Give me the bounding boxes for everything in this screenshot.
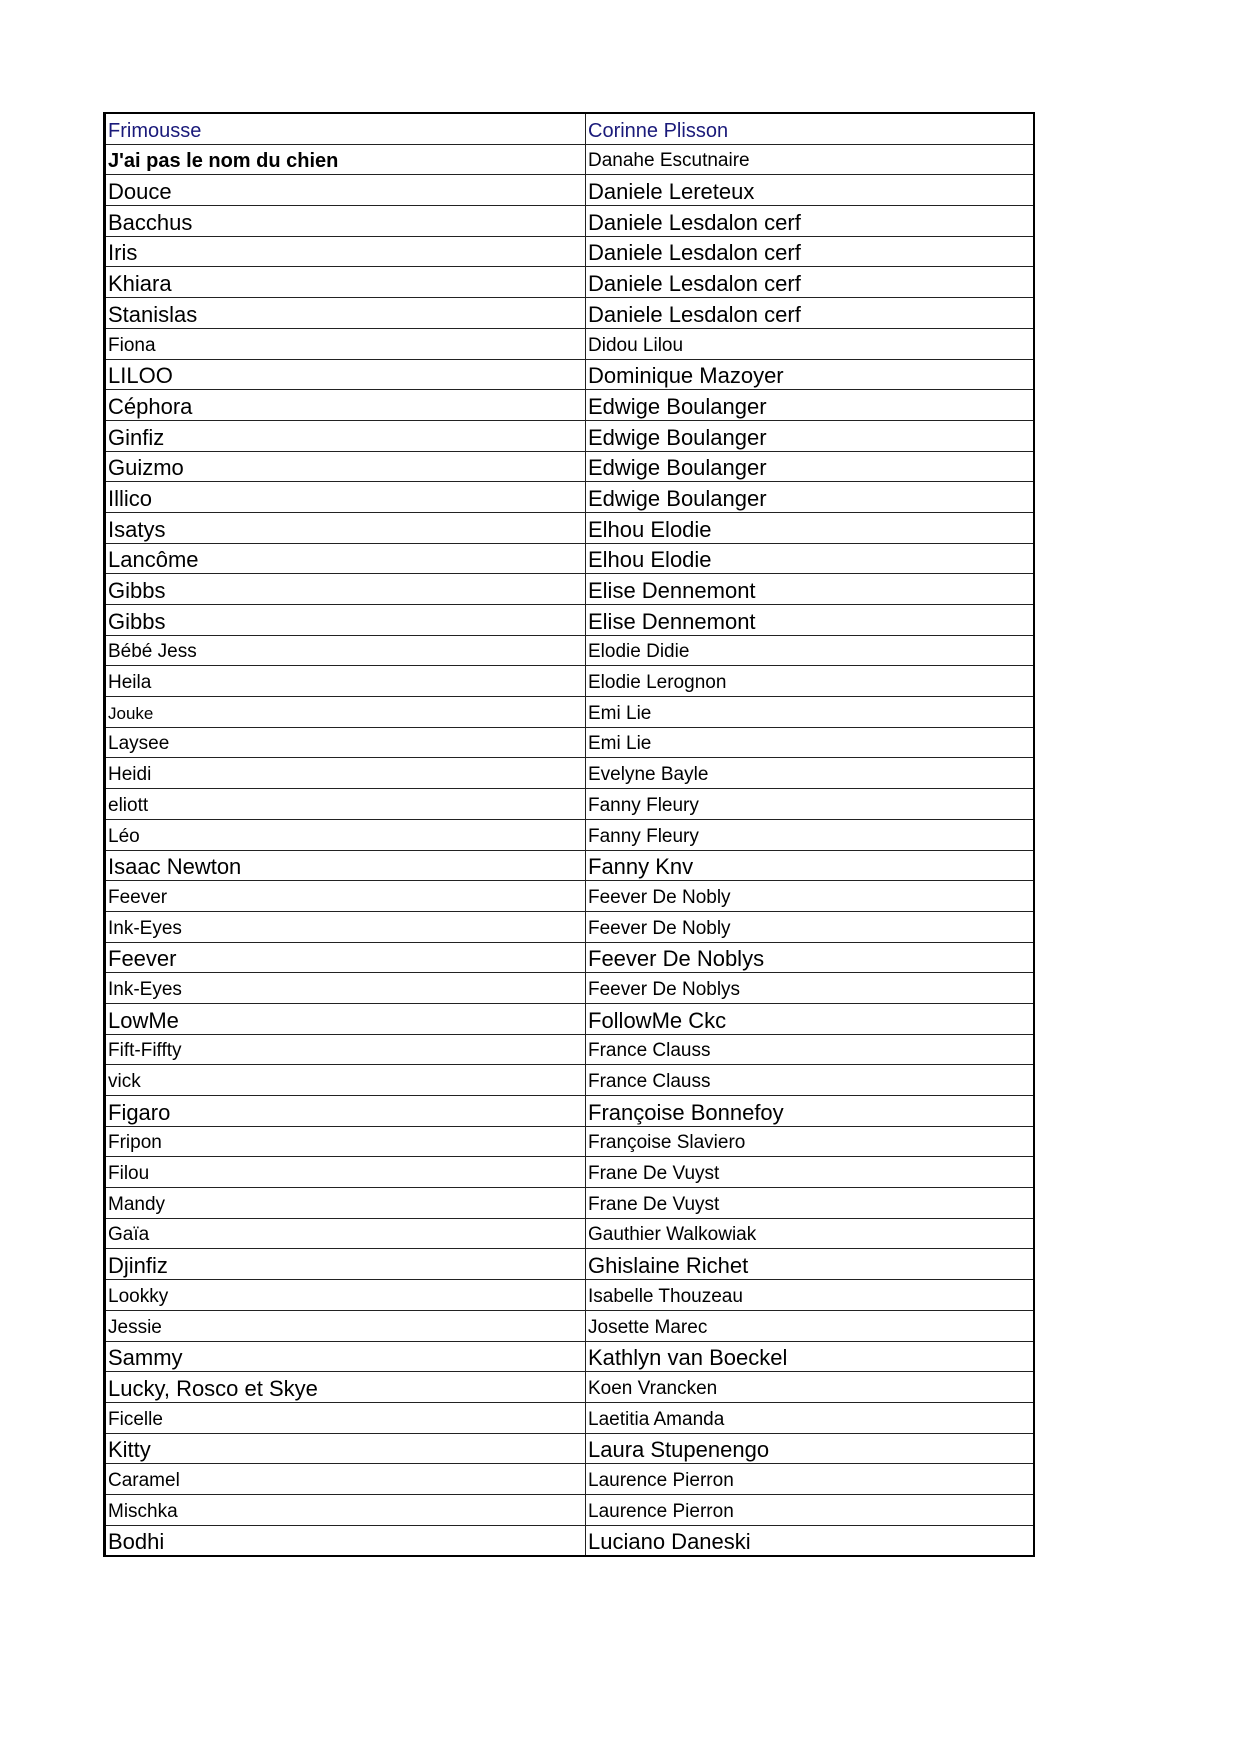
table-row <box>105 543 1035 574</box>
owner-name-cell: Daniele Lesdalon cerf <box>586 267 1035 298</box>
dog-name-cell: Ficelle <box>105 1402 586 1433</box>
dog-name-cell: Feever <box>105 881 586 912</box>
dog-name-cell: Mischka <box>105 1494 586 1525</box>
owner-name-cell: France Clauss <box>586 1065 1035 1096</box>
dog-name-cell: Léo <box>105 819 586 850</box>
table-row <box>105 819 1035 850</box>
dog-name-cell: Kitty <box>105 1433 586 1464</box>
dog-name-cell: Ink-Eyes <box>105 973 586 1004</box>
owner-name-cell: Elise Dennemont <box>586 574 1035 605</box>
dog-name-cell: Jouke <box>105 697 586 728</box>
owner-name-cell: Edwige Boulanger <box>586 451 1035 482</box>
owner-name-cell: Evelyne Bayle <box>586 758 1035 789</box>
table-row <box>105 1341 1035 1372</box>
table-row <box>105 482 1035 513</box>
table-row <box>105 1310 1035 1341</box>
owner-name-cell: Kathlyn van Boeckel <box>586 1341 1035 1372</box>
table-row <box>105 1034 1035 1065</box>
dog-name-cell: Gibbs <box>105 605 586 636</box>
owner-name-cell: Danahe Escutnaire <box>586 144 1035 175</box>
owner-name-cell: Frane De Vuyst <box>586 1188 1035 1219</box>
owner-name-cell: Daniele Lesdalon cerf <box>586 236 1035 267</box>
table-row <box>105 605 1035 636</box>
owner-name-cell: Laurence Pierron <box>586 1464 1035 1495</box>
dog-name-cell: Isatys <box>105 512 586 543</box>
table-row <box>105 697 1035 728</box>
owner-name-cell: Fanny Fleury <box>586 789 1035 820</box>
owner-name-cell: Daniele Lesdalon cerf <box>586 298 1035 329</box>
owner-name-cell: Elhou Elodie <box>586 512 1035 543</box>
table-row <box>105 574 1035 605</box>
table-row <box>105 359 1035 390</box>
table-row <box>105 512 1035 543</box>
table-row <box>105 390 1035 421</box>
table-row <box>105 1372 1035 1403</box>
owner-name-cell: FollowMe Ckc <box>586 1003 1035 1034</box>
dog-name-cell: LowMe <box>105 1003 586 1034</box>
table-row <box>105 1065 1035 1096</box>
owner-name-cell: Edwige Boulanger <box>586 390 1035 421</box>
table-row <box>105 1464 1035 1495</box>
dog-name-cell: vick <box>105 1065 586 1096</box>
dog-name-cell: Bébé Jess <box>105 635 586 666</box>
owner-name-cell: Elodie Lerognon <box>586 666 1035 697</box>
table-row <box>105 911 1035 942</box>
dog-name-cell: Illico <box>105 482 586 513</box>
dog-name-cell: Guizmo <box>105 451 586 482</box>
owner-name-cell: Feever De Noblys <box>586 942 1035 973</box>
owner-name-cell: Elhou Elodie <box>586 543 1035 574</box>
dog-name-cell: Heidi <box>105 758 586 789</box>
dog-name-cell: Bodhi <box>105 1525 586 1556</box>
dog-name-cell: Figaro <box>105 1096 586 1127</box>
table-row <box>105 1402 1035 1433</box>
table-row <box>105 298 1035 329</box>
dog-name-cell: Fiona <box>105 328 586 359</box>
table-row <box>105 236 1035 267</box>
dog-name-cell: J'ai pas le nom du chien <box>105 144 586 175</box>
table-row <box>105 727 1035 758</box>
table-row <box>105 1433 1035 1464</box>
table-row <box>105 973 1035 1004</box>
owner-name-cell: Edwige Boulanger <box>586 482 1035 513</box>
table-row <box>105 113 1035 144</box>
owner-name-cell: Laetitia Amanda <box>586 1402 1035 1433</box>
dog-name-cell: Céphora <box>105 390 586 421</box>
dog-name-cell: Fripon <box>105 1126 586 1157</box>
table-row <box>105 1525 1035 1556</box>
table-row <box>105 942 1035 973</box>
table-row <box>105 451 1035 482</box>
table-row <box>105 206 1035 237</box>
dog-name-cell: Stanislas <box>105 298 586 329</box>
table-row <box>105 1218 1035 1249</box>
owner-name-cell: Feever De Nobly <box>586 881 1035 912</box>
table-row <box>105 1157 1035 1188</box>
table-row <box>105 1096 1035 1127</box>
dog-name-cell: Filou <box>105 1157 586 1188</box>
owner-name-cell: Didou Lilou <box>586 328 1035 359</box>
owner-name-cell: Feever De Nobly <box>586 911 1035 942</box>
dog-name-cell: Gaïa <box>105 1218 586 1249</box>
owner-name-cell: Feever De Noblys <box>586 973 1035 1004</box>
table-row <box>105 175 1035 206</box>
dog-name-cell: Jessie <box>105 1310 586 1341</box>
dog-name-cell: Feever <box>105 942 586 973</box>
dog-name-cell: eliott <box>105 789 586 820</box>
table-row <box>105 789 1035 820</box>
table-row <box>105 144 1035 175</box>
dog-name-cell: Fift-Fiffty <box>105 1034 586 1065</box>
owner-name-cell: France Clauss <box>586 1034 1035 1065</box>
owner-name-cell: Edwige Boulanger <box>586 420 1035 451</box>
dog-name-cell: Sammy <box>105 1341 586 1372</box>
table-body <box>105 113 1035 1556</box>
owner-name-cell: Fanny Fleury <box>586 819 1035 850</box>
owner-name-cell: Françoise Slaviero <box>586 1126 1035 1157</box>
table-row <box>105 1249 1035 1280</box>
dog-name-cell: Caramel <box>105 1464 586 1495</box>
owner-name-cell: Laura Stupenengo <box>586 1433 1035 1464</box>
owner-name-cell: Ghislaine Richet <box>586 1249 1035 1280</box>
table-row <box>105 1003 1035 1034</box>
owner-name-cell: Emi Lie <box>586 727 1035 758</box>
table-row <box>105 758 1035 789</box>
owner-name-cell: Dominique Mazoyer <box>586 359 1035 390</box>
owner-name-cell: Laurence Pierron <box>586 1494 1035 1525</box>
dog-name-cell: Laysee <box>105 727 586 758</box>
owner-name-cell: Françoise Bonnefoy <box>586 1096 1035 1127</box>
dog-name-cell: Lucky, Rosco et Skye <box>105 1372 586 1403</box>
table-row <box>105 267 1035 298</box>
dog-name-cell: Frimousse <box>105 113 586 144</box>
owner-name-cell: Isabelle Thouzeau <box>586 1280 1035 1311</box>
dog-name-cell: Douce <box>105 175 586 206</box>
dog-name-cell: Mandy <box>105 1188 586 1219</box>
table-row <box>105 666 1035 697</box>
owner-name-cell: Elodie Didie <box>586 635 1035 666</box>
dog-name-cell: LILOO <box>105 359 586 390</box>
dog-name-cell: Ink-Eyes <box>105 911 586 942</box>
dog-owner-table <box>103 112 1035 1557</box>
owner-name-cell: Emi Lie <box>586 697 1035 728</box>
dog-name-cell: Isaac Newton <box>105 850 586 881</box>
owner-name-cell: Corinne Plisson <box>586 113 1035 144</box>
table-row <box>105 850 1035 881</box>
dog-name-cell: Lookky <box>105 1280 586 1311</box>
dog-name-cell: Djinfiz <box>105 1249 586 1280</box>
dog-name-cell: Khiara <box>105 267 586 298</box>
table-row <box>105 328 1035 359</box>
dog-name-cell: Lancôme <box>105 543 586 574</box>
dog-name-cell: Ginfiz <box>105 420 586 451</box>
owner-name-cell: Fanny Knv <box>586 850 1035 881</box>
dog-name-cell: Heila <box>105 666 586 697</box>
table-row <box>105 420 1035 451</box>
table-row <box>105 1126 1035 1157</box>
owner-name-cell: Josette Marec <box>586 1310 1035 1341</box>
dog-name-cell: Bacchus <box>105 206 586 237</box>
owner-name-cell: Frane De Vuyst <box>586 1157 1035 1188</box>
owner-name-cell: Daniele Lereteux <box>586 175 1035 206</box>
owner-name-cell: Elise Dennemont <box>586 605 1035 636</box>
table-row <box>105 1280 1035 1311</box>
dog-name-cell: Gibbs <box>105 574 586 605</box>
owner-name-cell: Luciano Daneski <box>586 1525 1035 1556</box>
table-row <box>105 881 1035 912</box>
dog-name-cell: Iris <box>105 236 586 267</box>
table-row <box>105 1494 1035 1525</box>
owner-name-cell: Koen Vrancken <box>586 1372 1035 1403</box>
table-row <box>105 635 1035 666</box>
owner-name-cell: Daniele Lesdalon cerf <box>586 206 1035 237</box>
table-row <box>105 1188 1035 1219</box>
owner-name-cell: Gauthier Walkowiak <box>586 1218 1035 1249</box>
